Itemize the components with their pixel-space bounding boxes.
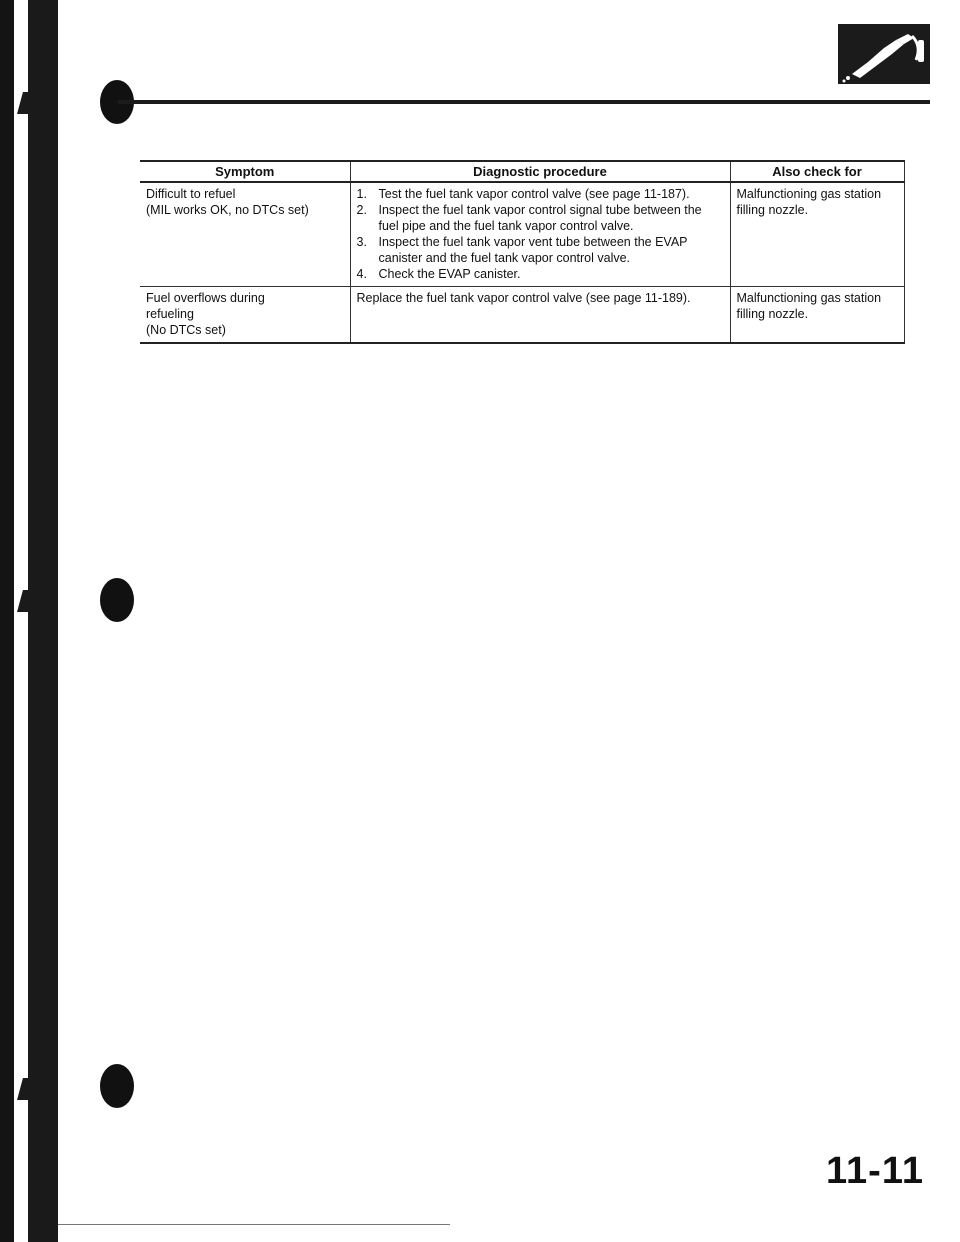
header-symptom: Symptom [140, 161, 350, 182]
table-row [140, 182, 904, 287]
step-number: 1. [356, 187, 367, 201]
symptom-line: (MIL works OK, no DTCs set) [146, 203, 309, 217]
procedure-steps [357, 186, 724, 282]
symptom-line: refueling [146, 307, 194, 321]
procedure-cell: Replace the fuel tank vapor control valve (see page 11-189). [350, 287, 730, 344]
procedure-step [357, 186, 724, 202]
procedure-step [357, 234, 724, 266]
bottom-rule [58, 1224, 450, 1225]
binding-edge [0, 0, 14, 1242]
symptom-line: Difficult to refuel [146, 187, 236, 201]
fuel-nozzle-icon [838, 24, 930, 84]
procedure-cell [350, 182, 730, 287]
diagnostic-table [140, 160, 905, 344]
step-text: Test the fuel tank vapor control valve (see page 11-187). [378, 187, 690, 201]
step-text: Check the EVAP canister. [378, 267, 521, 281]
symptom-line: Fuel overflows during [146, 291, 265, 305]
also-check-cell: Malfunctioning gas station filling nozzle. [730, 287, 904, 344]
step-number: 4. [356, 267, 367, 281]
step-number: 3. [356, 235, 367, 249]
page-number: 11-11 [826, 1150, 924, 1192]
step-text: Inspect the fuel tank vapor control signal tube between the fuel pipe and the fuel tank vapor control valve. [378, 203, 702, 233]
header-diagnostic-procedure: Diagnostic procedure [350, 161, 730, 182]
table-row [140, 287, 904, 344]
header-rule [118, 100, 930, 104]
step-text: Inspect the fuel tank vapor vent tube between the EVAP canister and the fuel tank vapor control valve. [378, 235, 688, 265]
symptom-cell [140, 287, 350, 344]
punch-hole [100, 1064, 134, 1108]
table-header-row [140, 161, 904, 182]
symptom-cell [140, 182, 350, 287]
procedure-step [357, 266, 724, 282]
page-spine [28, 0, 58, 1242]
also-check-cell: Malfunctioning gas station filling nozzle. [730, 182, 904, 287]
symptom-line: (No DTCs set) [146, 323, 226, 337]
header-also-check-for: Also check for [730, 161, 904, 182]
step-number: 2. [356, 203, 367, 217]
procedure-step [357, 202, 724, 234]
punch-hole [100, 578, 134, 622]
